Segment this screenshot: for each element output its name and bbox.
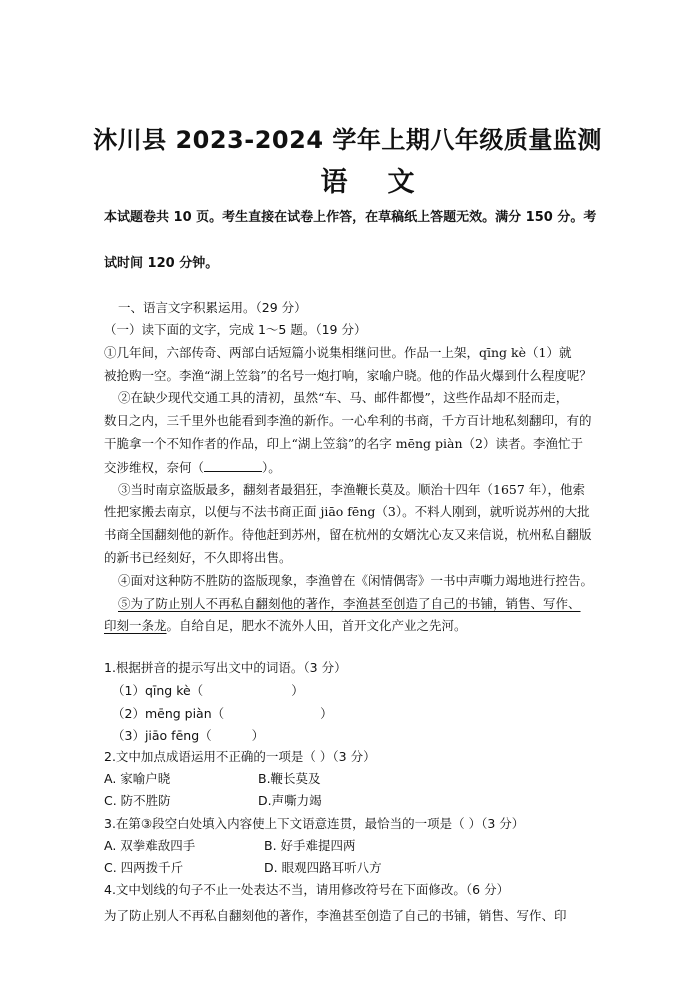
q1-1-close: ）	[291, 683, 304, 698]
passage-p2-line4	[104, 459, 281, 476]
instructions-line-1: 本试题卷共 10 页。考生直接在试卷上作答，在草稿纸上答题无效。满分 150 分。考	[104, 210, 597, 225]
question-3-option-a[interactable]: A. 双拳难敌四手	[104, 838, 196, 853]
question-1-item-1	[112, 683, 304, 699]
q1-3-prompt: （3）jiāo fēng（	[112, 728, 212, 743]
passage-p3-line2: 性把家搬去南京，以便与不法书商正面 jiāo fēng（3）。不料人刚到，就听说苏州的大批	[104, 504, 590, 519]
passage-p5-line2-rest: 。自给自足，肥水不流外人田，首开文化产业之先河。	[166, 618, 467, 633]
passage-p5-line1: ⑤为了防止别人不再私自翻刻他的著作，李渔甚至创造了自己的书铺，销售、写作、	[118, 596, 581, 611]
question-3-option-d[interactable]: D. 眼观四路耳听八方	[264, 860, 382, 875]
passage-p2-line4-end: ）。	[262, 460, 281, 475]
underlined-sentence-end: 印刻一条龙	[104, 618, 167, 633]
question-1-item-3	[112, 728, 264, 744]
q1-2-close: ）	[320, 706, 333, 721]
passage-p2-line1: ②在缺少现代交通工具的清初，虽然“车、马、邮件都慢”，这些作品却不胫而走，	[118, 390, 569, 405]
question-2-option-c[interactable]: C. 防不胜防	[104, 793, 171, 808]
fill-blank[interactable]	[204, 459, 262, 472]
question-3-option-b[interactable]: B. 好手难提四两	[264, 838, 356, 853]
passage-p3-line3: 书商全国翻刻他的新作。待他赶到苏州，留在杭州的女婿沈心友又来信说，杭州私自翻版	[104, 527, 592, 542]
passage-p5-line2	[104, 618, 467, 634]
question-2-option-a[interactable]: A. 家喻户晓	[104, 771, 171, 786]
question-2-option-b[interactable]: B.鞭长莫及	[258, 771, 321, 786]
question-1-item-2	[112, 706, 333, 722]
passage-p2-line4-start: 交涉维权，奈何（	[104, 460, 205, 475]
passage-p2-line3: 干脆拿一个不知作者的作品，印上“湖上笠翁”的名字 mēng piàn（2）读者。李渔忙于	[104, 436, 583, 451]
section-subheading: （一）读下面的文字，完成 1～5 题。（19 分）	[104, 322, 367, 337]
passage-p3-line4: 的新书已经刻好，不久即将出售。	[104, 550, 292, 565]
passage-p4: ④面对这种防不胜防的盗版现象，李渔曾在《闲情偶寄》一书中声嘶力竭地进行控告。	[118, 573, 594, 588]
section-heading: 一、语言文字积累运用。（29 分）	[118, 300, 307, 315]
passage-p1-line1: ①几年间，六部传奇、两部白话短篇小说集相继问世。作品一上架，qīng kè（1）就	[104, 345, 572, 360]
question-3: 3.在第③段空白处填入内容使上下文语意连贯，最恰当的一项是（ ）（3 分）	[104, 816, 525, 831]
question-2-option-d[interactable]: D.声嘶力竭	[258, 793, 322, 808]
passage-p3-line1: ③当时南京盗版最多，翻刻者最猖狂，李渔鞭长莫及。顺治十四年（1657 年），他索	[118, 482, 586, 497]
q1-1-prompt: （1）qīng kè（	[112, 683, 204, 698]
instructions-line-2: 试时间 120 分钟。	[104, 256, 219, 271]
question-3-option-c[interactable]: C. 四两拨千斤	[104, 860, 184, 875]
passage-p2-line2: 数日之内，三千里外也能看到李渔的新作。一心牟利的书商，千方百计地私刻翻印，有的	[104, 413, 592, 428]
exam-title: 沐川县 2023-2024 学年上期八年级质量监测	[93, 126, 602, 154]
question-1: 1.根据拼音的提示写出文中的词语。（3 分）	[104, 660, 347, 675]
question-4-sentence: 为了防止别人不再私自翻刻他的著作，李渔甚至创造了自己的书铺，销售、写作、印	[104, 908, 567, 923]
subject-title: 语文	[320, 167, 455, 198]
question-2: 2.文中加点成语运用不正确的一项是（ ）（3 分）	[104, 749, 376, 764]
q1-2-prompt: （2）mēng piàn（	[112, 706, 225, 721]
q1-3-close: ）	[251, 728, 265, 743]
passage-p1-line2: 被抢购一空。李渔“湖上笠翁”的名号一炮打响，家喻户晓。他的作品火爆到什么程度呢？	[104, 368, 592, 383]
question-4: 4.文中划线的句子不止一处表达不当，请用修改符号在下面修改。（6 分）	[104, 882, 510, 897]
